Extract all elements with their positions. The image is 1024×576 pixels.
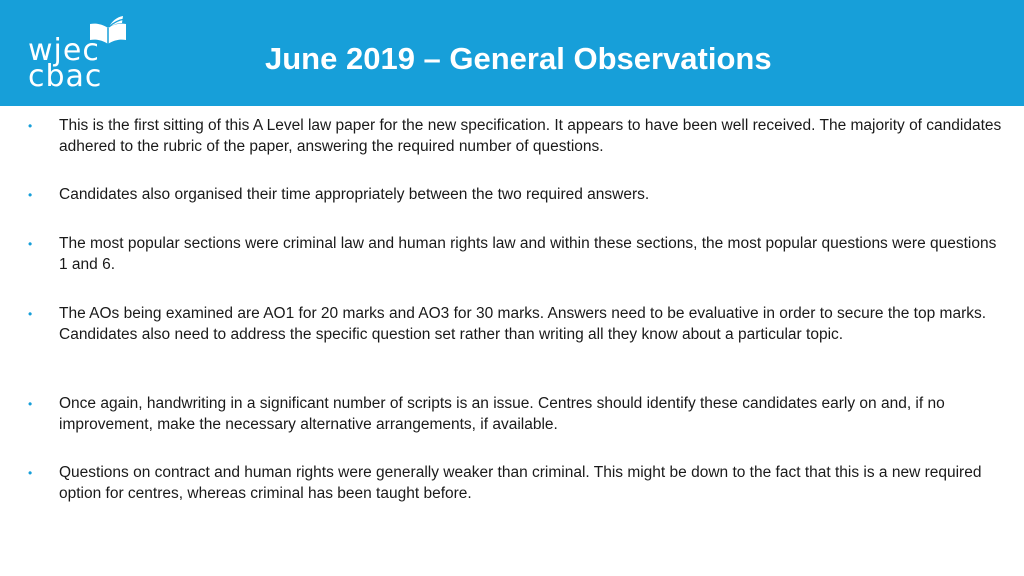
bullet-text: The AOs being examined are AO1 for 20 marks and AO3 for 30 marks. Answers need to be evaluative in order to secure the top marks. Candidates also need to address the specific question set rather than writing all they know about a particular topic. (59, 305, 987, 343)
bullet-text: Candidates also organised their time appropriately between the two required answers. (59, 186, 650, 203)
wjec-cbac-logo (26, 10, 136, 94)
bullet-text: This is the first sitting of this A Level law paper for the new specification. It appears to have been well received. The majority of candidates adhered to the rubric of the paper, answering the required number of questions. (59, 117, 1002, 155)
logo-text-wjec: wjec (28, 33, 100, 68)
bullet-dot: • (28, 237, 33, 251)
bullet-dot: • (28, 307, 33, 321)
slide-title: June 2019 – General Observations (265, 41, 772, 76)
bullet-dot: • (28, 188, 33, 202)
logo-text-cbac: cbac (28, 59, 103, 94)
bullet-text: The most popular sections were criminal law and human rights law and within these sections, the most popular questions were questions 1 and 6. (59, 235, 997, 273)
bullet-text: Once again, handwriting in a significant number of scripts is an issue. Centres should identify these candidates early on and, if no improvement, make the necessary alternative arrangements, if available. (59, 395, 945, 433)
bullet-dot: • (28, 466, 33, 480)
bullet-dot: • (28, 119, 33, 133)
bullet-dot: • (28, 397, 33, 411)
slide-header (0, 0, 1024, 106)
bullet-text: Questions on contract and human rights were generally weaker than criminal. This might be down to the fact that this is a new required option for centres, whereas criminal has been taught before. (59, 464, 982, 502)
